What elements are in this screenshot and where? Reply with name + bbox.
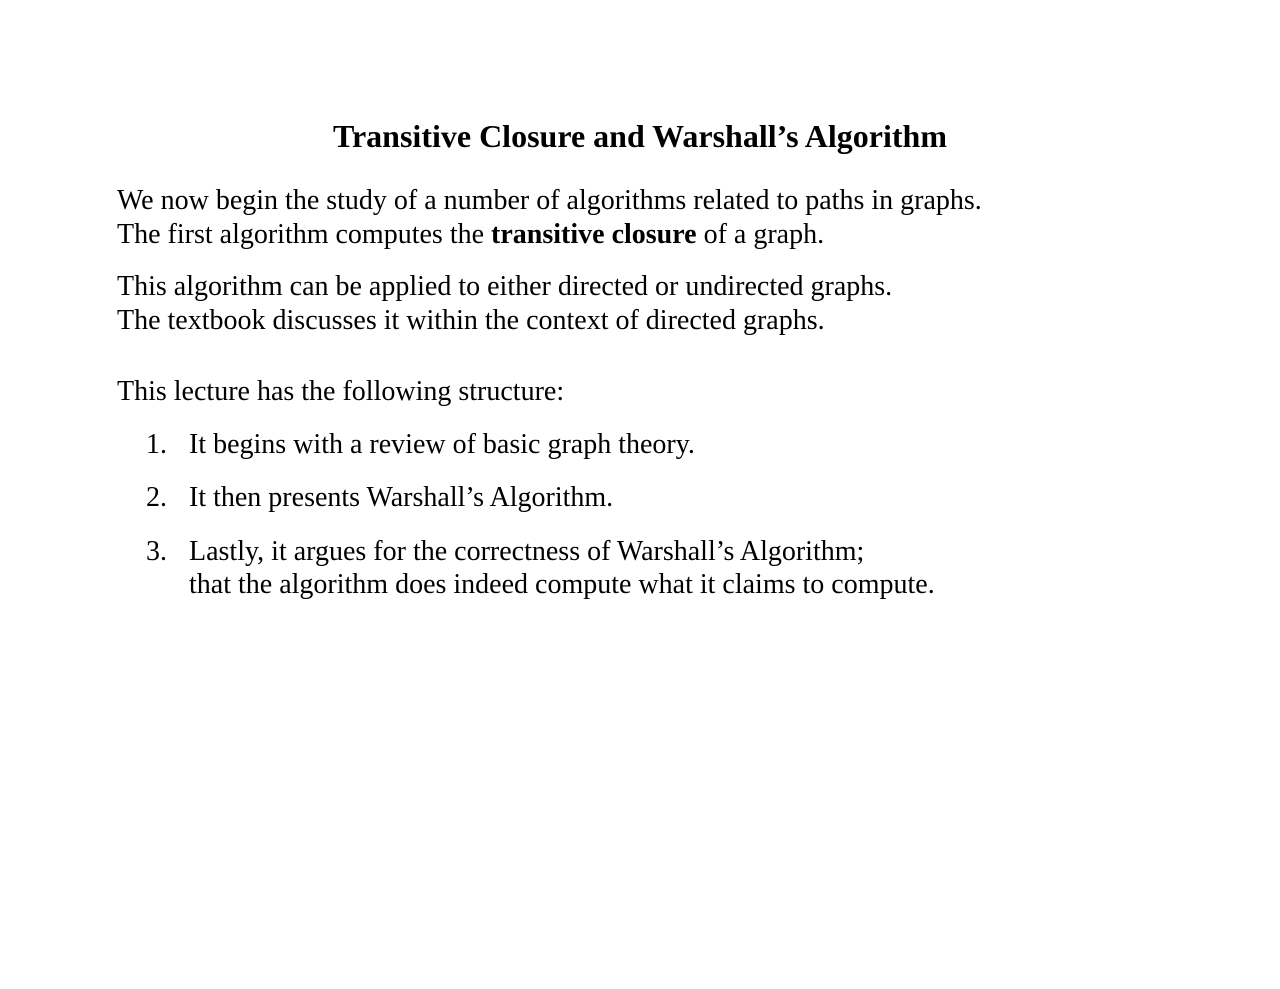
intro-line-2 <box>117 218 824 252</box>
intro-line-1: We now begin the study of a number of algorithms related to paths in graphs. <box>117 185 982 216</box>
transitive-closure-term: transitive closure <box>491 219 697 250</box>
applicability-line-1: This algorithm can be applied to either directed or undirected graphs. <box>117 271 893 302</box>
list-item-number: 2. <box>146 482 167 513</box>
page-title: Transitive Closure and Warshall’s Algorithm <box>333 118 947 154</box>
list-item-text: Lastly, it argues for the correctness of Warshall’s Algorithm; <box>189 536 865 567</box>
applicability-line-2: The textbook discusses it within the context of directed graphs. <box>117 305 825 336</box>
list-item-text-continued: that the algorithm does indeed compute what it claims to compute. <box>189 569 935 600</box>
structure-intro: This lecture has the following structure: <box>117 376 565 407</box>
intro-line-2-start: The first algorithm computes the <box>117 219 492 250</box>
list-item-number: 3. <box>146 536 167 567</box>
list-item-text: It begins with a review of basic graph theory. <box>189 429 695 460</box>
list-item-number: 1. <box>146 429 167 460</box>
list-item-text: It then presents Warshall’s Algorithm. <box>189 482 614 513</box>
intro-line-2-end: of a graph. <box>696 219 825 250</box>
